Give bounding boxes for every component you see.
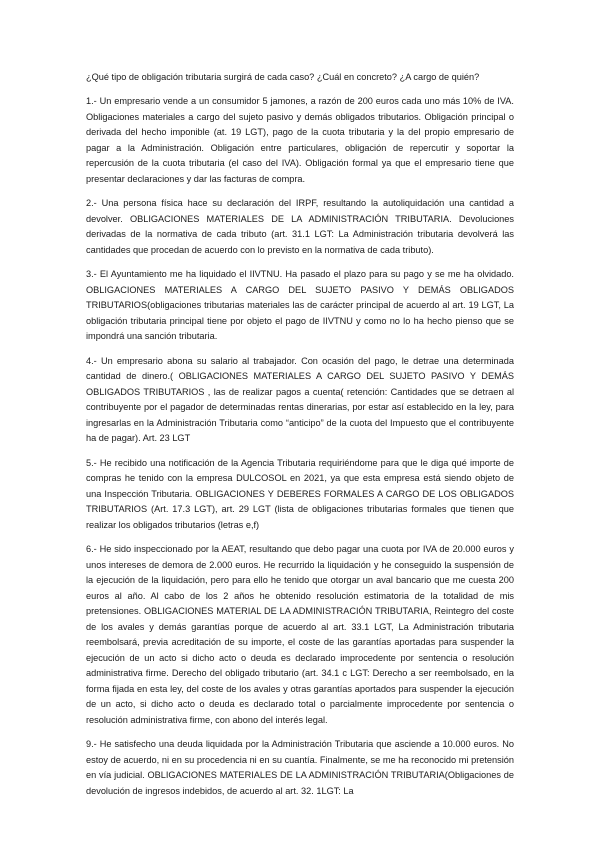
document-page (86, 70, 514, 799)
case-2-paragraph: 2.- Una persona física hace su declaración del IRPF, resultando la autoliquidación una cantidad a devolver. OBLIGACIONES MATERIALES DE LA ADMINISTRACIÓN TRIBUTARIA. Devoluciones derivadas de la normativa de cada tributo (art. 31.1 LGT: La Administración tributaria devolverá las cantidades que procedan de acuerdo con lo previsto en la normativa de cada tributo). (86, 198, 514, 255)
case-4-paragraph: 4.- Un empresario abona su salario al trabajador. Con ocasión del pago, le detrae una determinada cantidad de dinero.( OBLIGACIONES MATERIALES A CARGO DEL SUJETO PASIVO Y DEMÁS OBLIGADOS TRIBUTARIOS , las de realizar pagos a cuenta( retención: Cantidades que se detraen al contribuyente por el pagador de determinadas rentas dinerarias, por estar así establecido en la ley, para ingresarlas en la Administración Tributaria como “anticipo” de la cuota del Impuesto que el contribuyente ha de pagar). Art. 23 LGT (86, 355, 514, 443)
question-heading: ¿Qué tipo de obligación tributaria surgirá de cada caso? ¿Cuál en concreto? ¿A cargo de quién? (86, 72, 480, 82)
case-6-paragraph: 6.- He sido inspeccionado por la AEAT, resultando que debo pagar una cuota por IVA de 20.000 euros y unos intereses de demora de 2.000 euros. He recurrido la liquidación y he conseguido la suspensión de la ejecución de la liquidación, pero para ello he tenido que otorgar un aval bancario que me cuesta 200 euros al año. Al cabo de los 2 años he obtenido resolución estimatoria de la totalidad de mis pretensiones. OBLIGACIONES MATERIAL DE LA ADMINISTRACIÓN TRIBUTARIA, Reintegro del coste de los avales y demás garantías porque de acuerdo al art. 33.1 LGT, La Administración tributaria reembolsará, previa acreditación de su importe, el coste de las garantías aportadas para suspender la ejecución de un acto si dicho acto o deuda es declarado improcedente por sentencia o resolución administrativa firme. Derecho del obligado tributario (art. 34.1 c LGT: Derecho a ser reembolsado, en la forma fijada en esta ley, del coste de los avales y otras garantías aportados para suspender la ejecución de un acto, si dicho acto o deuda es declarado total o parcialmente improcedente por sentencia o resolución administrativa firme, con abono del interés legal. (86, 544, 514, 725)
case-3-paragraph: 3.- El Ayuntamiento me ha liquidado el IIVTNU. Ha pasado el plazo para su pago y se me ha olvidado. OBLIGACIONES MATERIALES A CARGO DEL SUJETO PASIVO Y DEMÁS OBLIGADOS TRIBUTARIOS(obligaciones tributarias materiales las de carácter principal de acuerdo al art. 19 LGT, La obligación tributaria principal tiene por objeto el pago de IIVTNU y como no lo ha hecho pienso que se impondrá una sanción tributaria. (86, 269, 514, 341)
case-5-paragraph: 5.- He recibido una notificación de la Agencia Tributaria requiriéndome para que le diga qué importe de compras he tenido con la empresa DULCOSOL en 2021, ya que esta empresa está siendo objeto de una Inspección Tributaria. OBLIGACIONES Y DEBERES FORMALES A CARGO DE LOS OBLIGADOS TRIBUTARIOS (Art. 17.3 LGT), art. 29 LGT (lista de obligaciones tributarias formales que tienen que realizar los obligados tributarios (letras e,f) (86, 457, 514, 530)
case-1-paragraph: 1.- Un empresario vende a un consumidor 5 jamones, a razón de 200 euros cada uno más 10% de IVA. Obligaciones materiales a cargo del sujeto pasivo y demás obligados tributarios. Obligación principal o derivada del hecho imponible (at. 19 LGT), pago de la cuota tributaria y la del propio empresario de pagar a la Administración. Obligación entre particulares, obligación de repercutir y soportar la repercusión de la cuota tributaria (el caso del IVA). Obligación formal ya que el empresario tiene que presentar declaraciones y dar las facturas de compra. (86, 96, 514, 184)
case-9-paragraph: 9.- He satisfecho una deuda liquidada por la Administración Tributaria que asciende a 10.000 euros. No estoy de acuerdo, ni en su procedencia ni en su cuantía. Finalmente, se me ha reconocido mi pretensión en vía judicial. OBLIGACIONES MATERIALES DE LA ADMINISTRACIÓN TRIBUTARIA(Obligaciones de devolución de ingresos indebidos, de acuerdo al art. 32. 1LGT: La (86, 739, 514, 796)
